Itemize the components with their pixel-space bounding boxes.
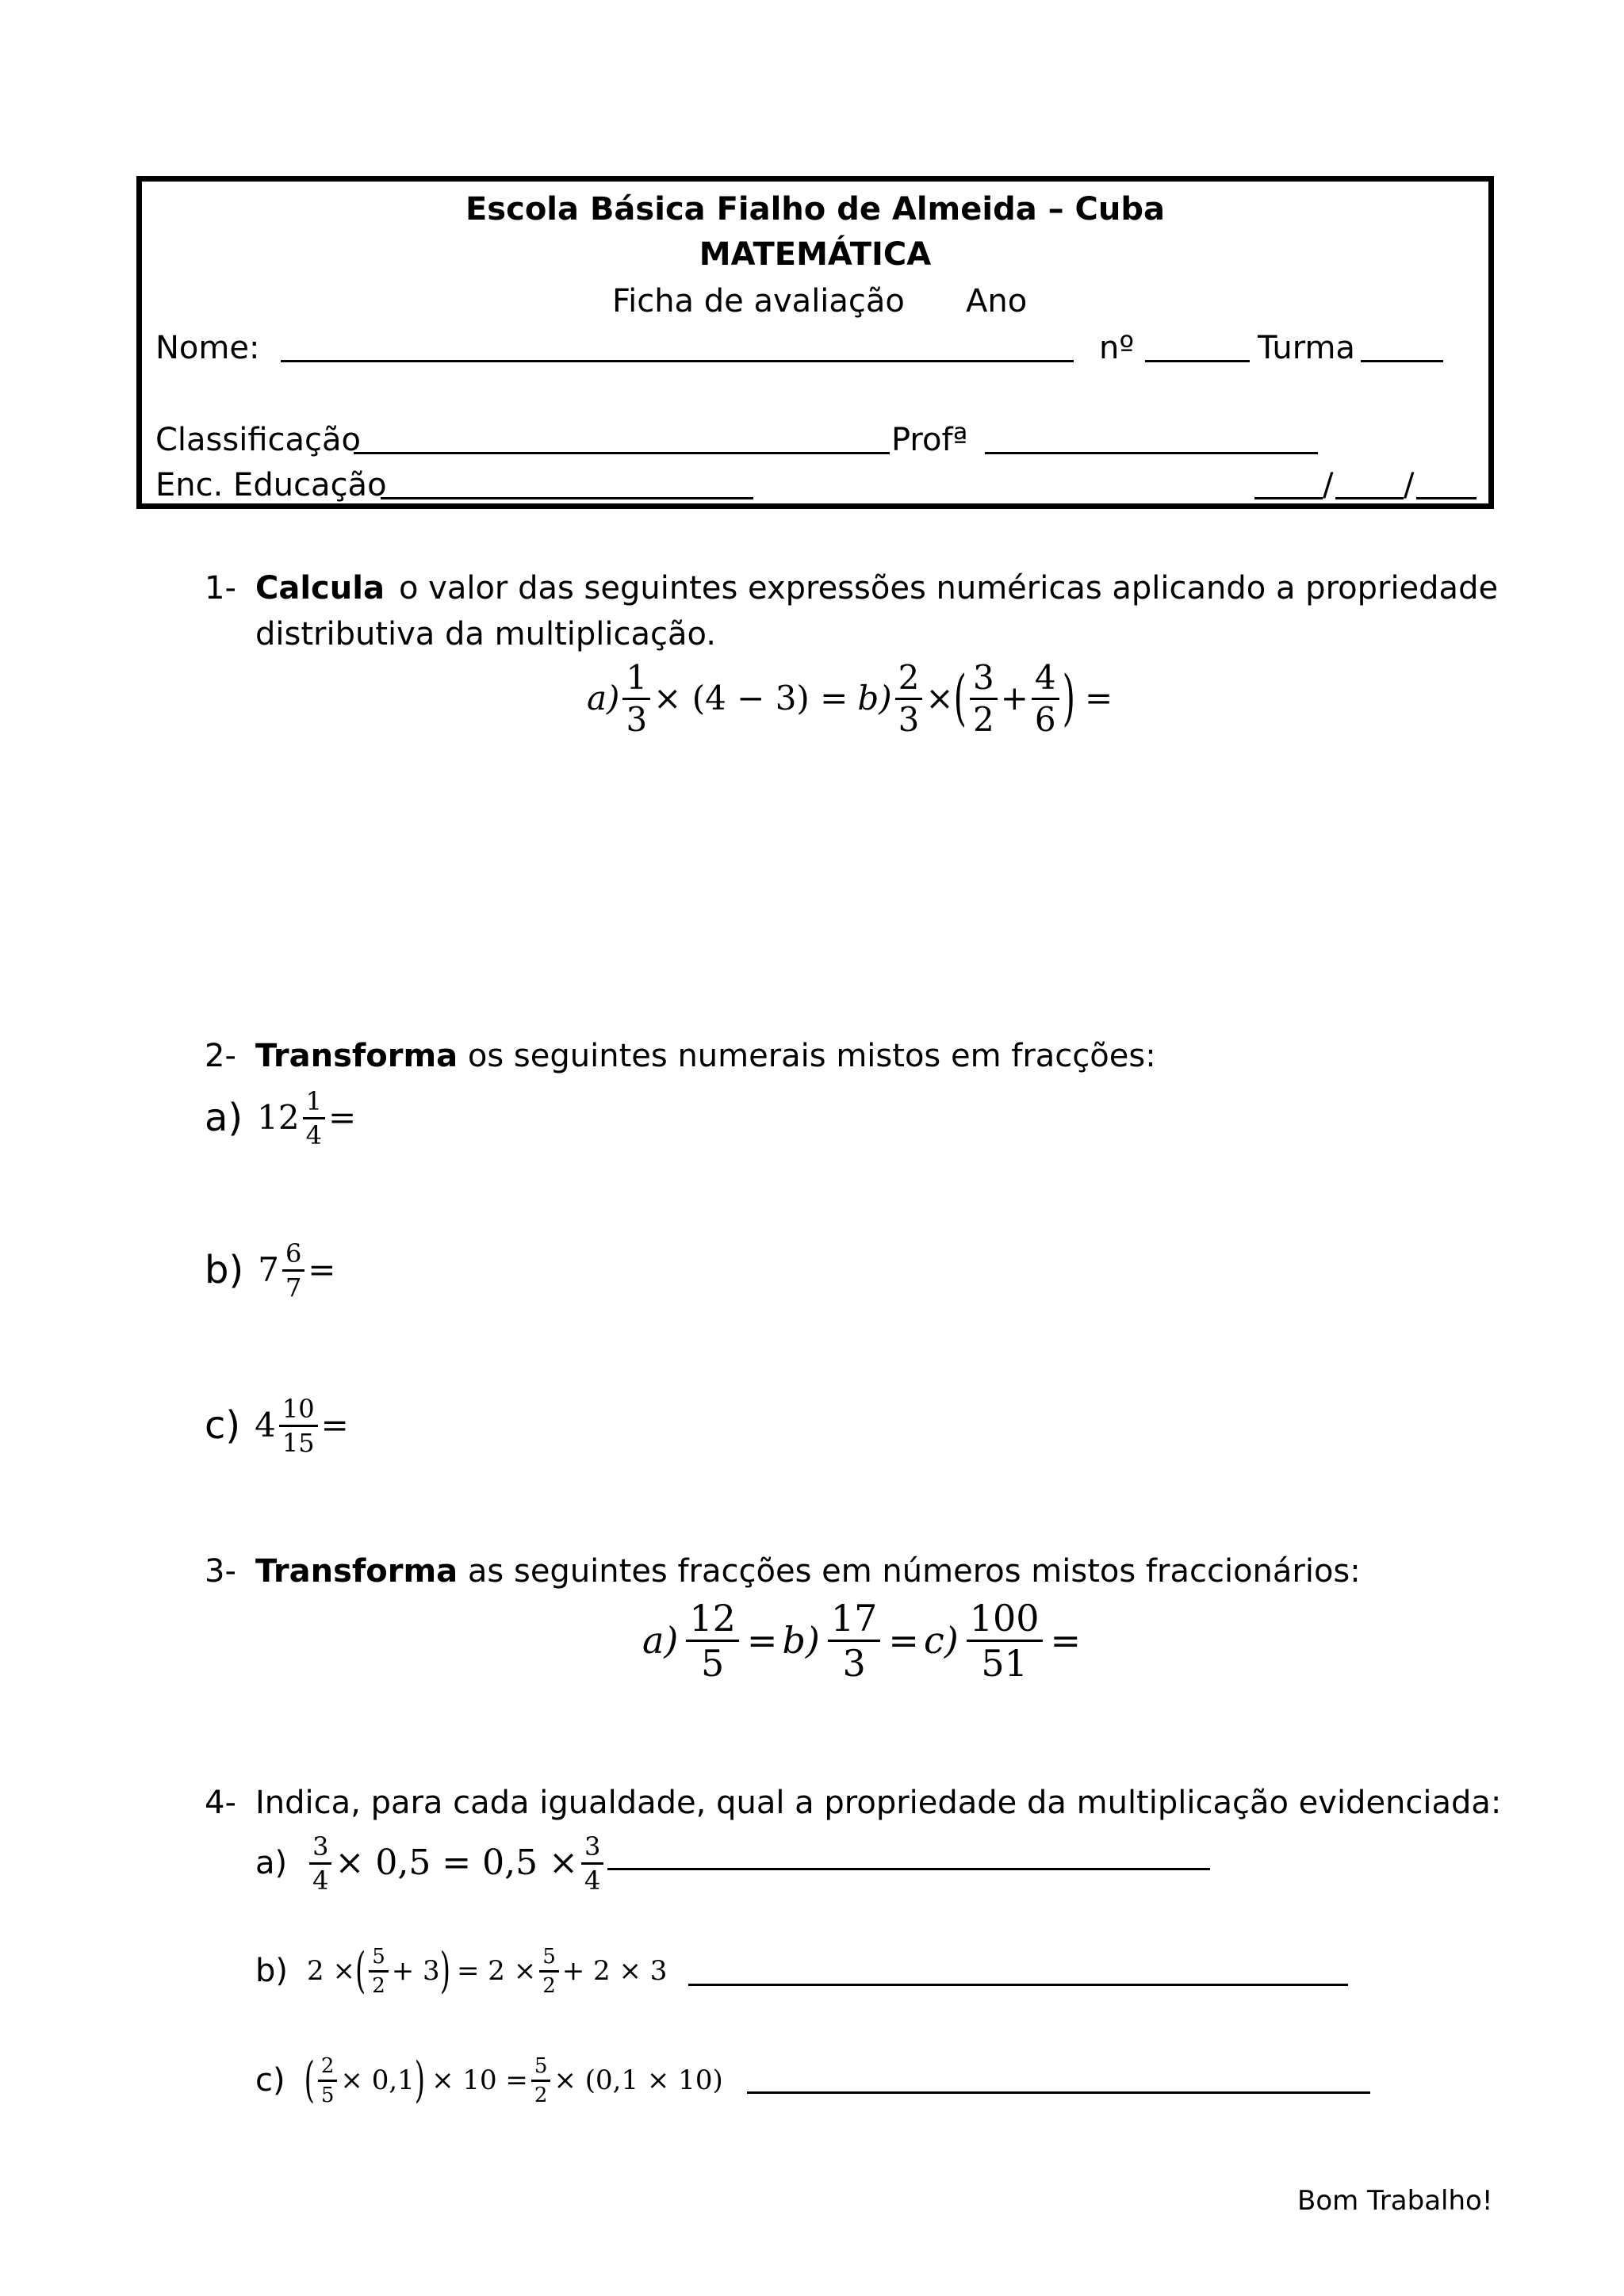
q3-prompt-text: as seguintes fracções em números mistos fraccionários: <box>467 1553 1361 1590</box>
q4-a-mid: × 0,5 = 0,5 × <box>335 1843 578 1883</box>
q4-c-fraction-1 <box>318 2053 338 2107</box>
date-year-blank[interactable] <box>1416 497 1477 499</box>
q3-c-den: 51 <box>981 1641 1028 1685</box>
q3-eq-1: = <box>746 1619 778 1662</box>
q2-prompt-text: os seguintes numerais mistos em fracções: <box>467 1038 1156 1074</box>
q2-a-num: 1 <box>303 1089 325 1119</box>
name-blank[interactable] <box>281 360 1074 362</box>
q4-c-in: × 0,1 <box>340 2064 415 2096</box>
q1-a-den: 3 <box>626 699 648 739</box>
q4-item-c <box>255 2041 723 2120</box>
q4-b-in: + 3 <box>391 1955 440 1987</box>
q4-c-answer-line[interactable] <box>747 2091 1370 2094</box>
q1-b-in1-fraction <box>970 657 998 739</box>
q2-keyword: Transforma <box>255 1038 458 1074</box>
q1-line1 <box>255 570 1499 607</box>
q2-c-fraction <box>279 1393 318 1458</box>
q4-c-open-paren: ( <box>304 2052 315 2109</box>
q3-number: 3- <box>205 1553 236 1590</box>
q2-c-eq: = <box>320 1406 349 1445</box>
q2-b-whole: 7 <box>258 1250 279 1289</box>
q2-b-den: 7 <box>285 1272 302 1303</box>
class-blank[interactable] <box>1361 360 1443 362</box>
q4-b-pre: 2 × <box>307 1955 355 1987</box>
q1-b-in2-num: 4 <box>1032 661 1059 700</box>
q3-a-fraction <box>686 1596 739 1685</box>
q3-b-fraction <box>828 1596 881 1685</box>
date-day-blank[interactable] <box>1254 497 1323 499</box>
q2-a-eq: = <box>327 1098 357 1137</box>
q4-c-fraction-2 <box>531 2053 551 2107</box>
q1-b-in1-num: 3 <box>970 661 998 700</box>
q2-number: 2- <box>205 1038 236 1074</box>
q4-b-fraction-2 <box>539 1946 559 1996</box>
guardian-label: Enc. Educação <box>155 467 387 503</box>
q2-prompt <box>255 1040 1156 1072</box>
class-label: Turma <box>1258 330 1355 366</box>
q4-b-close-paren: ) <box>439 1942 450 1999</box>
q3-keyword: Transforma <box>255 1553 458 1590</box>
school-name: Escola Básica Fialho de Almeida – Cuba <box>465 191 1165 228</box>
q4-b-label: b) <box>255 1953 288 1989</box>
q4-a-d2: 4 <box>584 1865 601 1896</box>
q1-b-times: × <box>925 679 954 718</box>
date-month-blank[interactable] <box>1335 497 1404 499</box>
q4-b-d2: 2 <box>542 1973 556 1998</box>
q4-a-n1: 3 <box>309 1834 331 1865</box>
q3-prompt <box>255 1553 1361 1590</box>
date-sep1: / <box>1323 467 1334 503</box>
q1-b-eq: = <box>1085 679 1113 718</box>
q4-c-n1: 2 <box>318 2056 338 2082</box>
grade-label: Classificação <box>155 422 362 458</box>
q1-a-fraction <box>622 657 650 739</box>
q2-b-label: b) <box>205 1248 244 1292</box>
guardian-blank[interactable] <box>381 497 753 499</box>
q4-number: 4- <box>205 1785 236 1821</box>
q1-b-in2-den: 6 <box>1034 699 1056 739</box>
q3-expression <box>642 1589 1081 1692</box>
year-label: Ano <box>966 283 1028 320</box>
q4-b-mid: = 2 × <box>456 1955 537 1987</box>
q4-item-a <box>255 1823 607 1903</box>
sheet-title: Ficha de avaliação <box>612 283 905 320</box>
q1-b-den: 3 <box>898 699 920 739</box>
q2-c-label: c) <box>205 1403 241 1448</box>
q3-c-num: 100 <box>967 1600 1043 1642</box>
q1-b-plus: + <box>1000 679 1028 718</box>
q1-b-in1-den: 2 <box>972 699 994 739</box>
q4-a-n2: 3 <box>581 1834 603 1865</box>
q3-a-den: 5 <box>701 1641 725 1685</box>
q1-line1-text: o valor das seguintes expressões numéricas aplicando a propriedade <box>398 570 1499 607</box>
q4-a-fraction-1 <box>309 1831 331 1896</box>
q4-item-b <box>255 1931 667 2011</box>
q4-c-label: c) <box>255 2062 285 2099</box>
q1-b-fraction <box>895 657 923 739</box>
q1-line2: distributiva da multiplicação. <box>255 616 716 652</box>
q1-expression <box>587 655 1113 742</box>
q4-b-n2: 5 <box>539 1946 559 1973</box>
q2-item-b <box>205 1230 336 1310</box>
q2-b-fraction <box>282 1238 304 1303</box>
q4-c-n2: 5 <box>531 2056 551 2082</box>
q2-a-den: 4 <box>305 1119 322 1150</box>
q1-a-num: 1 <box>622 661 650 700</box>
q1-b-in2-fraction <box>1032 657 1059 739</box>
date-sep2: / <box>1404 467 1415 503</box>
q3-eq-3: = <box>1050 1619 1082 1662</box>
q2-c-num: 10 <box>279 1396 318 1427</box>
q2-a-label: a) <box>205 1096 243 1140</box>
q1-number: 1- <box>205 570 236 607</box>
q4-c-end: × (0,1 × 10) <box>553 2064 723 2096</box>
q4-c-close-paren: ) <box>414 2052 426 2109</box>
q4-a-fraction-2 <box>581 1831 603 1896</box>
q4-a-answer-line[interactable] <box>607 1868 1210 1870</box>
q4-b-open-paren: ( <box>354 1942 366 1999</box>
q1-b-num: 2 <box>895 661 923 700</box>
q3-c-fraction <box>967 1596 1043 1685</box>
q3-a-label: a) <box>642 1619 679 1662</box>
number-blank[interactable] <box>1145 360 1250 362</box>
q4-b-answer-line[interactable] <box>688 1984 1348 1986</box>
q4-a-d1: 4 <box>312 1865 329 1896</box>
q3-a-num: 12 <box>686 1600 739 1642</box>
grade-blank[interactable] <box>354 452 890 454</box>
q2-b-num: 6 <box>282 1241 304 1272</box>
q4-b-d1: 2 <box>372 1973 385 1998</box>
q3-b-den: 3 <box>842 1641 866 1685</box>
q4-prompt: Indica, para cada igualdade, qual a propriedade da multiplicação evidenciada: <box>255 1785 1502 1821</box>
q4-c-d1: 5 <box>320 2083 335 2107</box>
q1-b-open-paren: ( <box>953 663 967 733</box>
q2-a-whole: 12 <box>257 1098 300 1137</box>
q3-eq-2: = <box>888 1619 919 1662</box>
teacher-blank[interactable] <box>985 452 1318 454</box>
q1-b-close-paren: ) <box>1062 663 1076 733</box>
q3-b-label: b) <box>782 1619 820 1662</box>
q4-a-label: a) <box>255 1845 288 1881</box>
q3-c-label: c) <box>923 1619 959 1662</box>
q2-a-fraction <box>303 1085 325 1150</box>
q2-b-eq: = <box>308 1250 336 1289</box>
q2-c-den: 15 <box>282 1427 315 1458</box>
q1-a-rest: × (4 − 3) = <box>653 679 848 718</box>
q4-c-d2: 2 <box>534 2083 548 2107</box>
number-label: nº <box>1099 330 1135 366</box>
q2-item-c <box>205 1386 349 1465</box>
name-label: Nome: <box>155 330 260 366</box>
q3-b-num: 17 <box>828 1600 881 1642</box>
q4-b-n1: 5 <box>369 1946 389 1973</box>
q1-keyword: Calcula <box>255 570 385 607</box>
q4-b-fraction-1 <box>369 1946 389 1996</box>
subject-title: MATEMÁTICA <box>699 236 932 273</box>
q4-c-mid: × 10 = <box>431 2064 528 2096</box>
q4-b-end: + 2 × 3 <box>561 1955 668 1987</box>
q1-a-label: a) <box>587 679 620 718</box>
q1-b-label: b) <box>857 679 892 718</box>
footer-text: Bom Trabalho! <box>1297 2185 1493 2217</box>
q2-item-a <box>205 1078 356 1158</box>
q2-c-whole: 4 <box>255 1406 276 1445</box>
teacher-label: Profª <box>891 422 968 458</box>
